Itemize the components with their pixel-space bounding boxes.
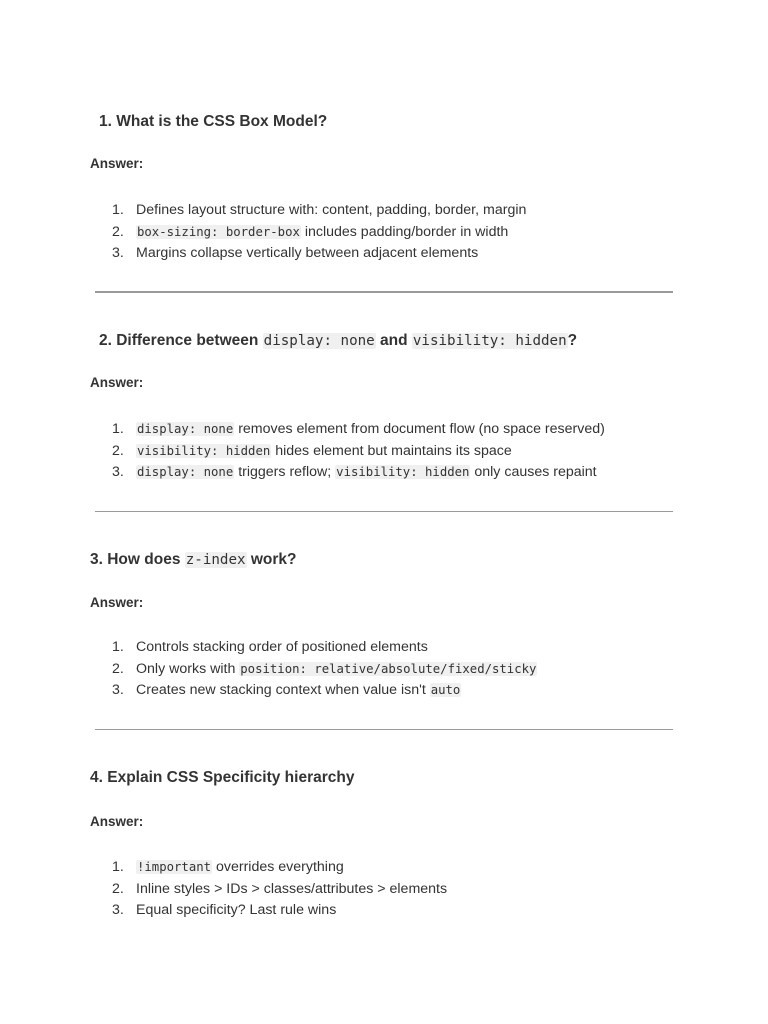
- item-number: 3.: [112, 464, 124, 480]
- text-segment: only causes repaint: [470, 464, 597, 480]
- code-snippet: !important: [137, 860, 212, 874]
- text-segment: Inline styles > IDs > classes/attributes > elements: [136, 880, 448, 897]
- title-text: ?: [567, 332, 578, 349]
- answer-label: Answer:: [90, 595, 144, 610]
- title-text: and: [375, 332, 412, 349]
- code-snippet: display: none: [137, 465, 234, 479]
- item-number: 1.: [112, 639, 124, 655]
- code-snippet: box-sizing: border-box: [137, 224, 300, 239]
- text-segment: Margins collapse vertically between adjacent elements: [136, 245, 479, 261]
- question-title: [99, 331, 577, 351]
- item-text: [136, 419, 605, 441]
- text-segment: Defines layout structure with: content, padding, border, margin: [136, 202, 527, 218]
- item-number: 1.: [112, 421, 124, 437]
- title-text: 2. Difference between: [99, 332, 263, 349]
- title-code-snippet: visibility: hidden: [412, 333, 567, 349]
- item-text: [136, 222, 508, 244]
- code-snippet: visibility: hidden: [336, 465, 470, 479]
- code-snippet: position: relative/absolute/fixed/sticky: [240, 661, 537, 676]
- item-text: [136, 200, 526, 222]
- text-segment: Only works with: [136, 660, 240, 677]
- title-code-snippet: display: none: [263, 333, 375, 349]
- text-segment: Creates new stacking context when value isn't: [136, 682, 430, 698]
- item-text: [136, 680, 461, 702]
- text-segment: removes element from document flow (no space reserved): [234, 421, 605, 437]
- item-text: [136, 659, 537, 681]
- item-text: [136, 441, 512, 463]
- section-divider: [95, 511, 673, 512]
- item-number: 3.: [112, 682, 124, 698]
- code-snippet: visibility: hidden: [137, 443, 271, 458]
- answer-label: Answer:: [90, 814, 144, 829]
- question-title: [90, 550, 297, 570]
- item-number: 2.: [112, 442, 124, 459]
- text-segment: Equal specificity? Last rule wins: [136, 902, 337, 918]
- title-text: 3. How does: [90, 551, 185, 568]
- section-divider: [95, 291, 673, 293]
- item-number: 2.: [112, 223, 124, 240]
- title-text: 4. Explain CSS Specificity hierarchy: [90, 769, 355, 786]
- item-number: 2.: [112, 880, 124, 897]
- item-text: [136, 637, 428, 659]
- item-number: 3.: [112, 245, 124, 261]
- item-text: [136, 879, 447, 901]
- question-title: [99, 112, 327, 132]
- item-number: 2.: [112, 660, 124, 677]
- item-number: 1.: [112, 859, 124, 875]
- text-segment: overrides everything: [212, 859, 344, 875]
- answer-label: Answer:: [90, 375, 144, 390]
- text-segment: includes padding/border in width: [300, 223, 509, 240]
- item-text: [136, 857, 344, 879]
- item-text: [136, 900, 336, 922]
- item-number: 1.: [112, 202, 124, 218]
- title-text: 1. What is the CSS Box Model?: [99, 113, 328, 130]
- code-snippet: auto: [430, 683, 461, 697]
- item-number: 3.: [112, 902, 124, 918]
- title-code-snippet: z-index: [185, 552, 246, 568]
- title-text: work?: [246, 551, 297, 568]
- answer-label: Answer:: [90, 156, 144, 171]
- text-segment: triggers reflow;: [234, 464, 336, 480]
- section-divider: [95, 729, 673, 730]
- text-segment: Controls stacking order of positioned elements: [136, 639, 428, 655]
- item-text: [136, 462, 597, 484]
- item-text: [136, 243, 478, 265]
- code-snippet: display: none: [137, 422, 234, 436]
- question-title: [90, 768, 354, 788]
- text-segment: hides element but maintains its space: [271, 442, 512, 459]
